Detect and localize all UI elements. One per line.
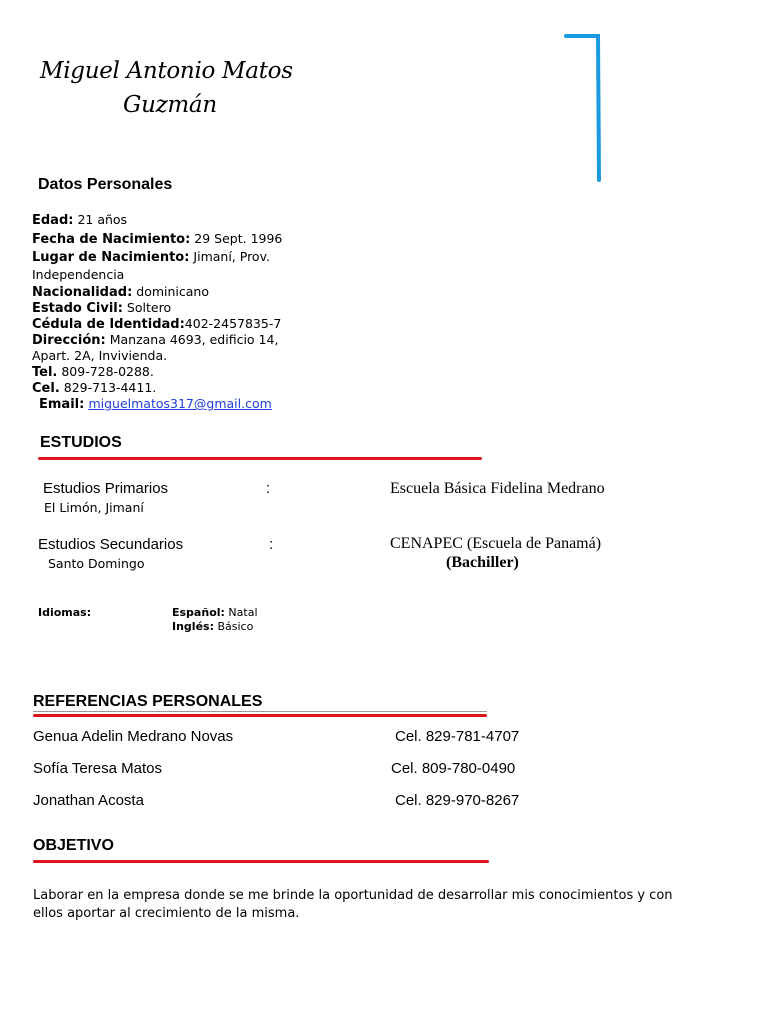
personal-data-list <box>32 212 282 412</box>
referencias-grey-rule <box>33 711 487 712</box>
objetivo-title: OBJETIVO <box>33 837 114 854</box>
field-tel: Tel. 809-728-0288. <box>32 364 154 380</box>
email-link[interactable]: miguelmatos317@gmail.com <box>88 396 272 411</box>
field-cedula: Cédula de Identidad:402-2457835-7 <box>32 316 282 332</box>
referencias-red-rule <box>33 714 487 717</box>
field-edad: Edad: 21 años <box>32 212 128 228</box>
objetivo-red-rule <box>33 860 489 863</box>
estudios-red-rule <box>38 457 482 460</box>
field-direccion-cont: Apart. 2A, Invivienda. <box>32 348 168 363</box>
estudios-secundarios-colon: : <box>269 536 274 553</box>
field-estado-civil: Estado Civil: Soltero <box>32 300 172 316</box>
estudios-primarios-colon: : <box>266 480 271 497</box>
estudios-secundarios-degree: (Bachiller) <box>446 554 519 571</box>
reference-name: Jonathan Acosta <box>33 792 144 809</box>
estudios-primarios-school: Escuela Básica Fidelina Medrano <box>390 480 605 497</box>
idioma-espanol: Español: Natal <box>172 606 258 619</box>
field-email: Email: miguelmatos317@gmail.com <box>39 396 272 412</box>
reference-name: Sofía Teresa Matos <box>33 760 162 777</box>
estudios-secundarios-place: Santo Domingo <box>48 556 145 571</box>
objetivo-text: Laborar en la empresa donde se me brinde la oportunidad de desarrollar mis conocimientos y con ellos aportar al crecimiento de la misma. <box>33 888 673 921</box>
field-cel: Cel. 829-713-4411. <box>32 380 157 396</box>
reference-name: Genua Adelin Medrano Novas <box>33 728 234 745</box>
field-fecha-nacimiento: Fecha de Nacimiento: 29 Sept. 1996 <box>32 231 283 247</box>
blue-bracket-decoration <box>560 30 610 190</box>
idioma-ingles: Inglés: Básico <box>172 620 254 633</box>
field-lugar-nacimiento-cont: Independencia <box>32 267 125 282</box>
estudios-primarios-label: Estudios Primarios <box>43 480 169 497</box>
name-line-2: Guzmán <box>123 92 217 118</box>
idiomas-label: Idiomas: <box>38 606 92 619</box>
estudios-secundarios-label: Estudios Secundarios <box>38 536 184 553</box>
field-lugar-nacimiento: Lugar de Nacimiento: Jimaní, Prov. <box>32 249 270 265</box>
reference-phone: Cel. 829-970-8267 <box>395 792 520 809</box>
estudios-title: ESTUDIOS <box>40 434 122 451</box>
field-nacionalidad: Nacionalidad: dominicano <box>32 284 209 300</box>
field-direccion: Dirección: Manzana 4693, edificio 14, <box>32 332 279 348</box>
estudios-primarios-place: El Limón, Jimaní <box>44 500 144 515</box>
name-line-1: Miguel Antonio Matos <box>40 58 293 84</box>
referencias-title: REFERENCIAS PERSONALES <box>33 693 263 710</box>
estudios-secundarios-school: CENAPEC (Escuela de Panamá) <box>390 535 602 552</box>
personal-data-title: Datos Personales <box>38 176 173 193</box>
reference-phone: Cel. 829-781-4707 <box>395 728 520 745</box>
reference-phone: Cel. 809-780-0490 <box>391 760 516 777</box>
